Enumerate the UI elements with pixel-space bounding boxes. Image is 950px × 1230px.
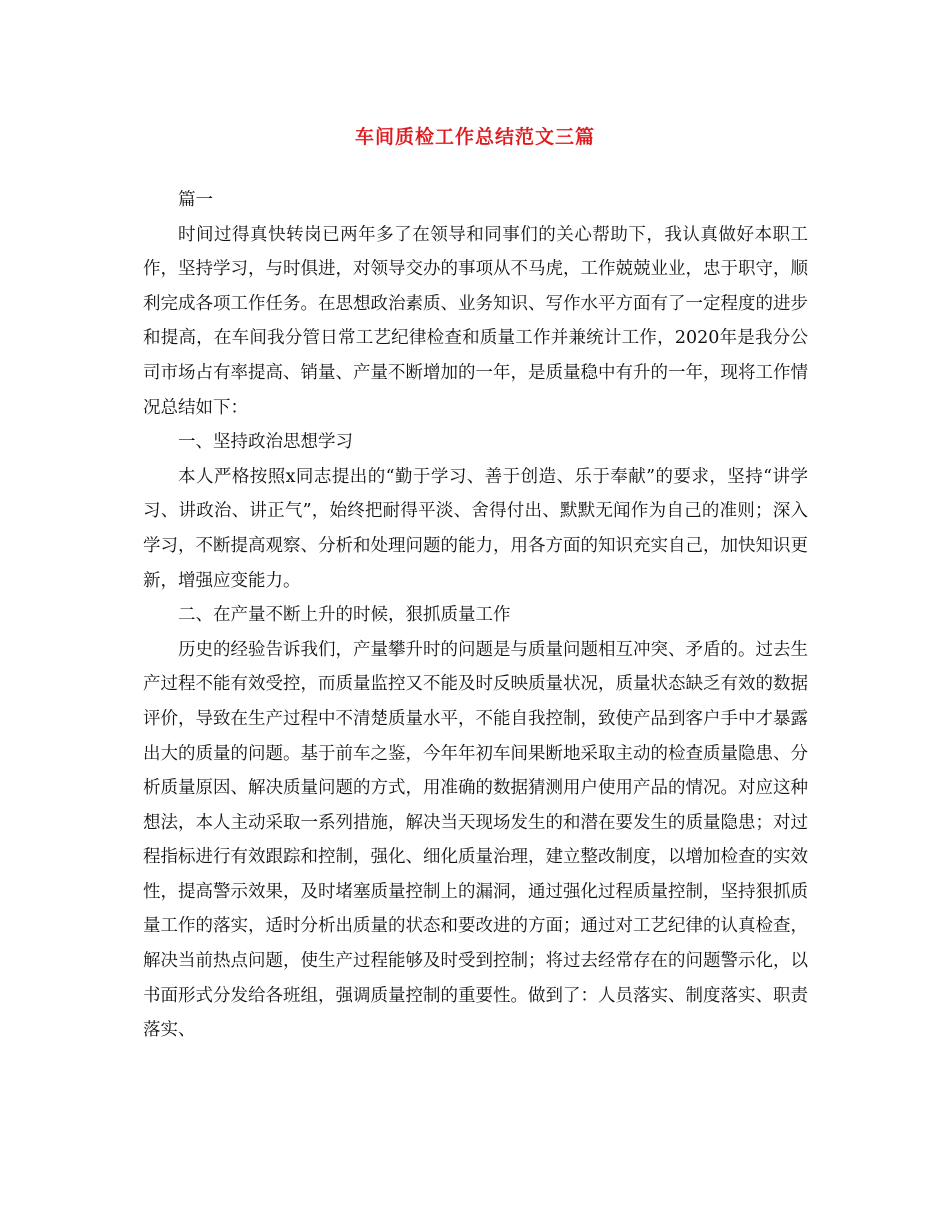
heading-quality-work: 二、在产量不断上升的时候，狠抓质量工作 bbox=[178, 605, 511, 626]
paragraph-political-study: 本人严格按照x同志提出的“勤于学习、善于创造、乐于奉献”的要求，坚持“讲学习、讲政治、讲正气”，始终把耐得平淡、舍得付出、默默无闻作为自己的准则；深入学习，不断提高观察、分析和处理问题的能力，用各方面的知识充实自己，加快知识更新，增强应变能力。 bbox=[143, 466, 808, 591]
section-label-part-one: 篇一 bbox=[178, 190, 213, 210]
document-body bbox=[143, 183, 808, 1048]
paragraph-quality-work: 历史的经验告诉我们，产量攀升时的问题是与质量问题相互冲突、矛盾的。过去生产过程不能有效受控，而质量监控又不能及时反映质量状况，质量状态缺乏有效的数据评价，导致在生产过程中不清楚质量水平，不能自我控制，致使产品到客户手中才暴露出大的质量的问题。基于前车之鉴，今年年初车间果断地采取主动的检查质量隐患、分析质量原因、解决质量问题的方式，用准确的数据猜测用户使用产品的情况。对应这种想法，本人主动采取一系列措施，解决当天现场发生的和潜在要发生的质量隐患；对过程指标进行有效跟踪和控制，强化、细化质量治理，建立整改制度，以增加检查的实效性，提高警示效果，及时堵塞质量控制上的漏洞，通过强化过程质量控制，坚持狠抓质量工作的落实，适时分析出质量的状态和要改进的方面；通过对工艺纪律的认真检查，解决当前热点问题，使生产过程能够及时受到控制；将过去经常存在的问题警示化，以书面形式分发给各班组，强调质量控制的重要性。做到了：人员落实、制度落实、职责落实、 bbox=[143, 639, 808, 1041]
document-title: 车间质检工作总结范文三篇 bbox=[354, 126, 595, 148]
heading-political-study: 一、坚持政治思想学习 bbox=[178, 432, 353, 453]
paragraph-intro: 时间过得真快转岗已两年多了在领导和同事们的关心帮助下，我认真做好本职工作，坚持学习，与时俱进，对领导交办的事项从不马虎，工作兢兢业业，忠于职守，顺利完成各项工作任务。在思想政治素质、业务知识、写作水平方面有了一定程度的进步和提高，在车间我分管日常工艺纪律检查和质量工作并兼统计工作，2020年是我分公司市场占有率提高、销量、产量不断增加的一年，是质量稳中有升的一年，现将工作情况总结如下： bbox=[143, 224, 808, 418]
